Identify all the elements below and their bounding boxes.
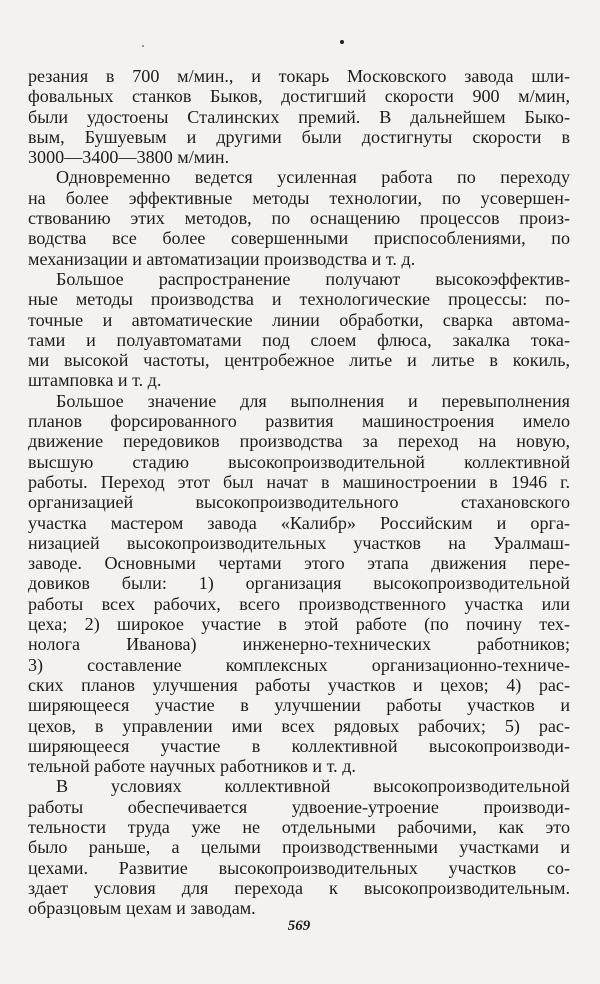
paragraph [28,269,570,391]
text-line: здает условия для перехода к высокопроизводительным. [28,877,570,898]
text-line: было раньше, а целыми производственными участками и [28,837,570,858]
text-line: цехами. Развитие высокопроизводительных участков со- [28,857,570,878]
paragraph [28,66,570,167]
text-line: Большое распространение получают высокоэффектив- [56,268,570,289]
print-speck-mark [142,45,144,47]
text-line: высшую стадию высокопроизводительной коллективной [28,451,570,472]
paragraph [28,167,570,268]
text-line: заводе. Основными чертами этого этапа движения пере- [28,553,570,574]
text-line: 3000—3400—3800 м/мин. [28,147,230,168]
paragraph [28,391,570,777]
text-line: тельной работе научных работников и т. д. [28,756,356,777]
body-text [28,66,570,918]
text-line: работы. Переход этот был начат в машиностроении в 1946 г. [28,471,570,492]
text-line: тельности труда уже не отдельными рабочими, как это [28,816,570,837]
text-line: точные и автоматические линии обработки, сварка автома- [28,309,570,330]
print-dot-mark [340,40,344,44]
paragraph [28,776,570,918]
text-line: на более эффективные методы технологии, по усовершен- [28,187,570,208]
text-line: ствованию этих методов, по оснащению процессов произ- [28,208,570,229]
text-line: штамповка и т. д. [28,370,162,391]
text-line: работы всех рабочих, всего производственного участка или [28,593,570,614]
text-line: Большое значение для выполнения и перевыполнения [56,390,570,411]
text-line: резания в 700 м/мин., и токарь Московского завода шли- [28,66,570,86]
text-line: В условиях коллективной высокопроизводительной [56,776,570,797]
text-line: ширяющееся участие в улучшении работы участков и [28,695,570,716]
text-line: были удостоены Сталинских премий. В дальнейшем Быко- [28,106,570,127]
text-line: довиков были: 1) организация высокопроизводительной [28,573,570,594]
text-line: водства все более совершенными приспособлениями, по [28,228,570,249]
text-line: ные методы производства и технологические процессы: по- [28,289,570,310]
text-line: нолога Иванова) инженерно-технических работников; [28,634,570,655]
book-page [28,0,570,984]
text-line: ских планов улучшения работы участков и цехов; 4) рас- [28,674,570,695]
text-line: вым, Бушуевым и другими были достигнуты скорости в [28,126,570,147]
text-line: цеха; 2) широкое участие в этой работе (по почину тех- [28,614,570,635]
text-line: Одновременно ведется усиленная работа по переходу [56,167,570,188]
text-line: цехов, в управлении ими всех рядовых рабочих; 5) рас- [28,715,570,736]
text-line: организацией высокопроизводительного стахановского [28,492,570,513]
text-line: механизации и автоматизации производства и т. д. [28,248,416,269]
text-line: планов форсированного развития машиностроения имело [28,411,570,432]
text-line: образцовым цехам и заводам. [28,898,256,919]
text-line: низацией высокопроизводительных участков на Уралмаш- [28,532,570,553]
text-line: работы обеспечивается удвоение-утроение производи- [28,796,570,817]
text-line: тами и полуавтоматами под слоем флюса, закалка тока- [28,329,570,350]
text-line: участка мастером завода «Калибр» Российским и орга- [28,512,570,533]
text-line: ми высокой частоты, центробежное литье и литье в кокиль, [28,350,570,371]
text-line: фовальных станков Быков, достигший скорости 900 м/мин, [28,86,570,107]
page-number: 569 [287,918,311,934]
text-line: движение передовиков производства за переход на новую, [28,431,570,452]
text-line: ширяющееся участие в коллективной высокопроизводи- [28,735,570,756]
text-line: 3) составление комплексных организационно-техниче- [28,654,570,675]
